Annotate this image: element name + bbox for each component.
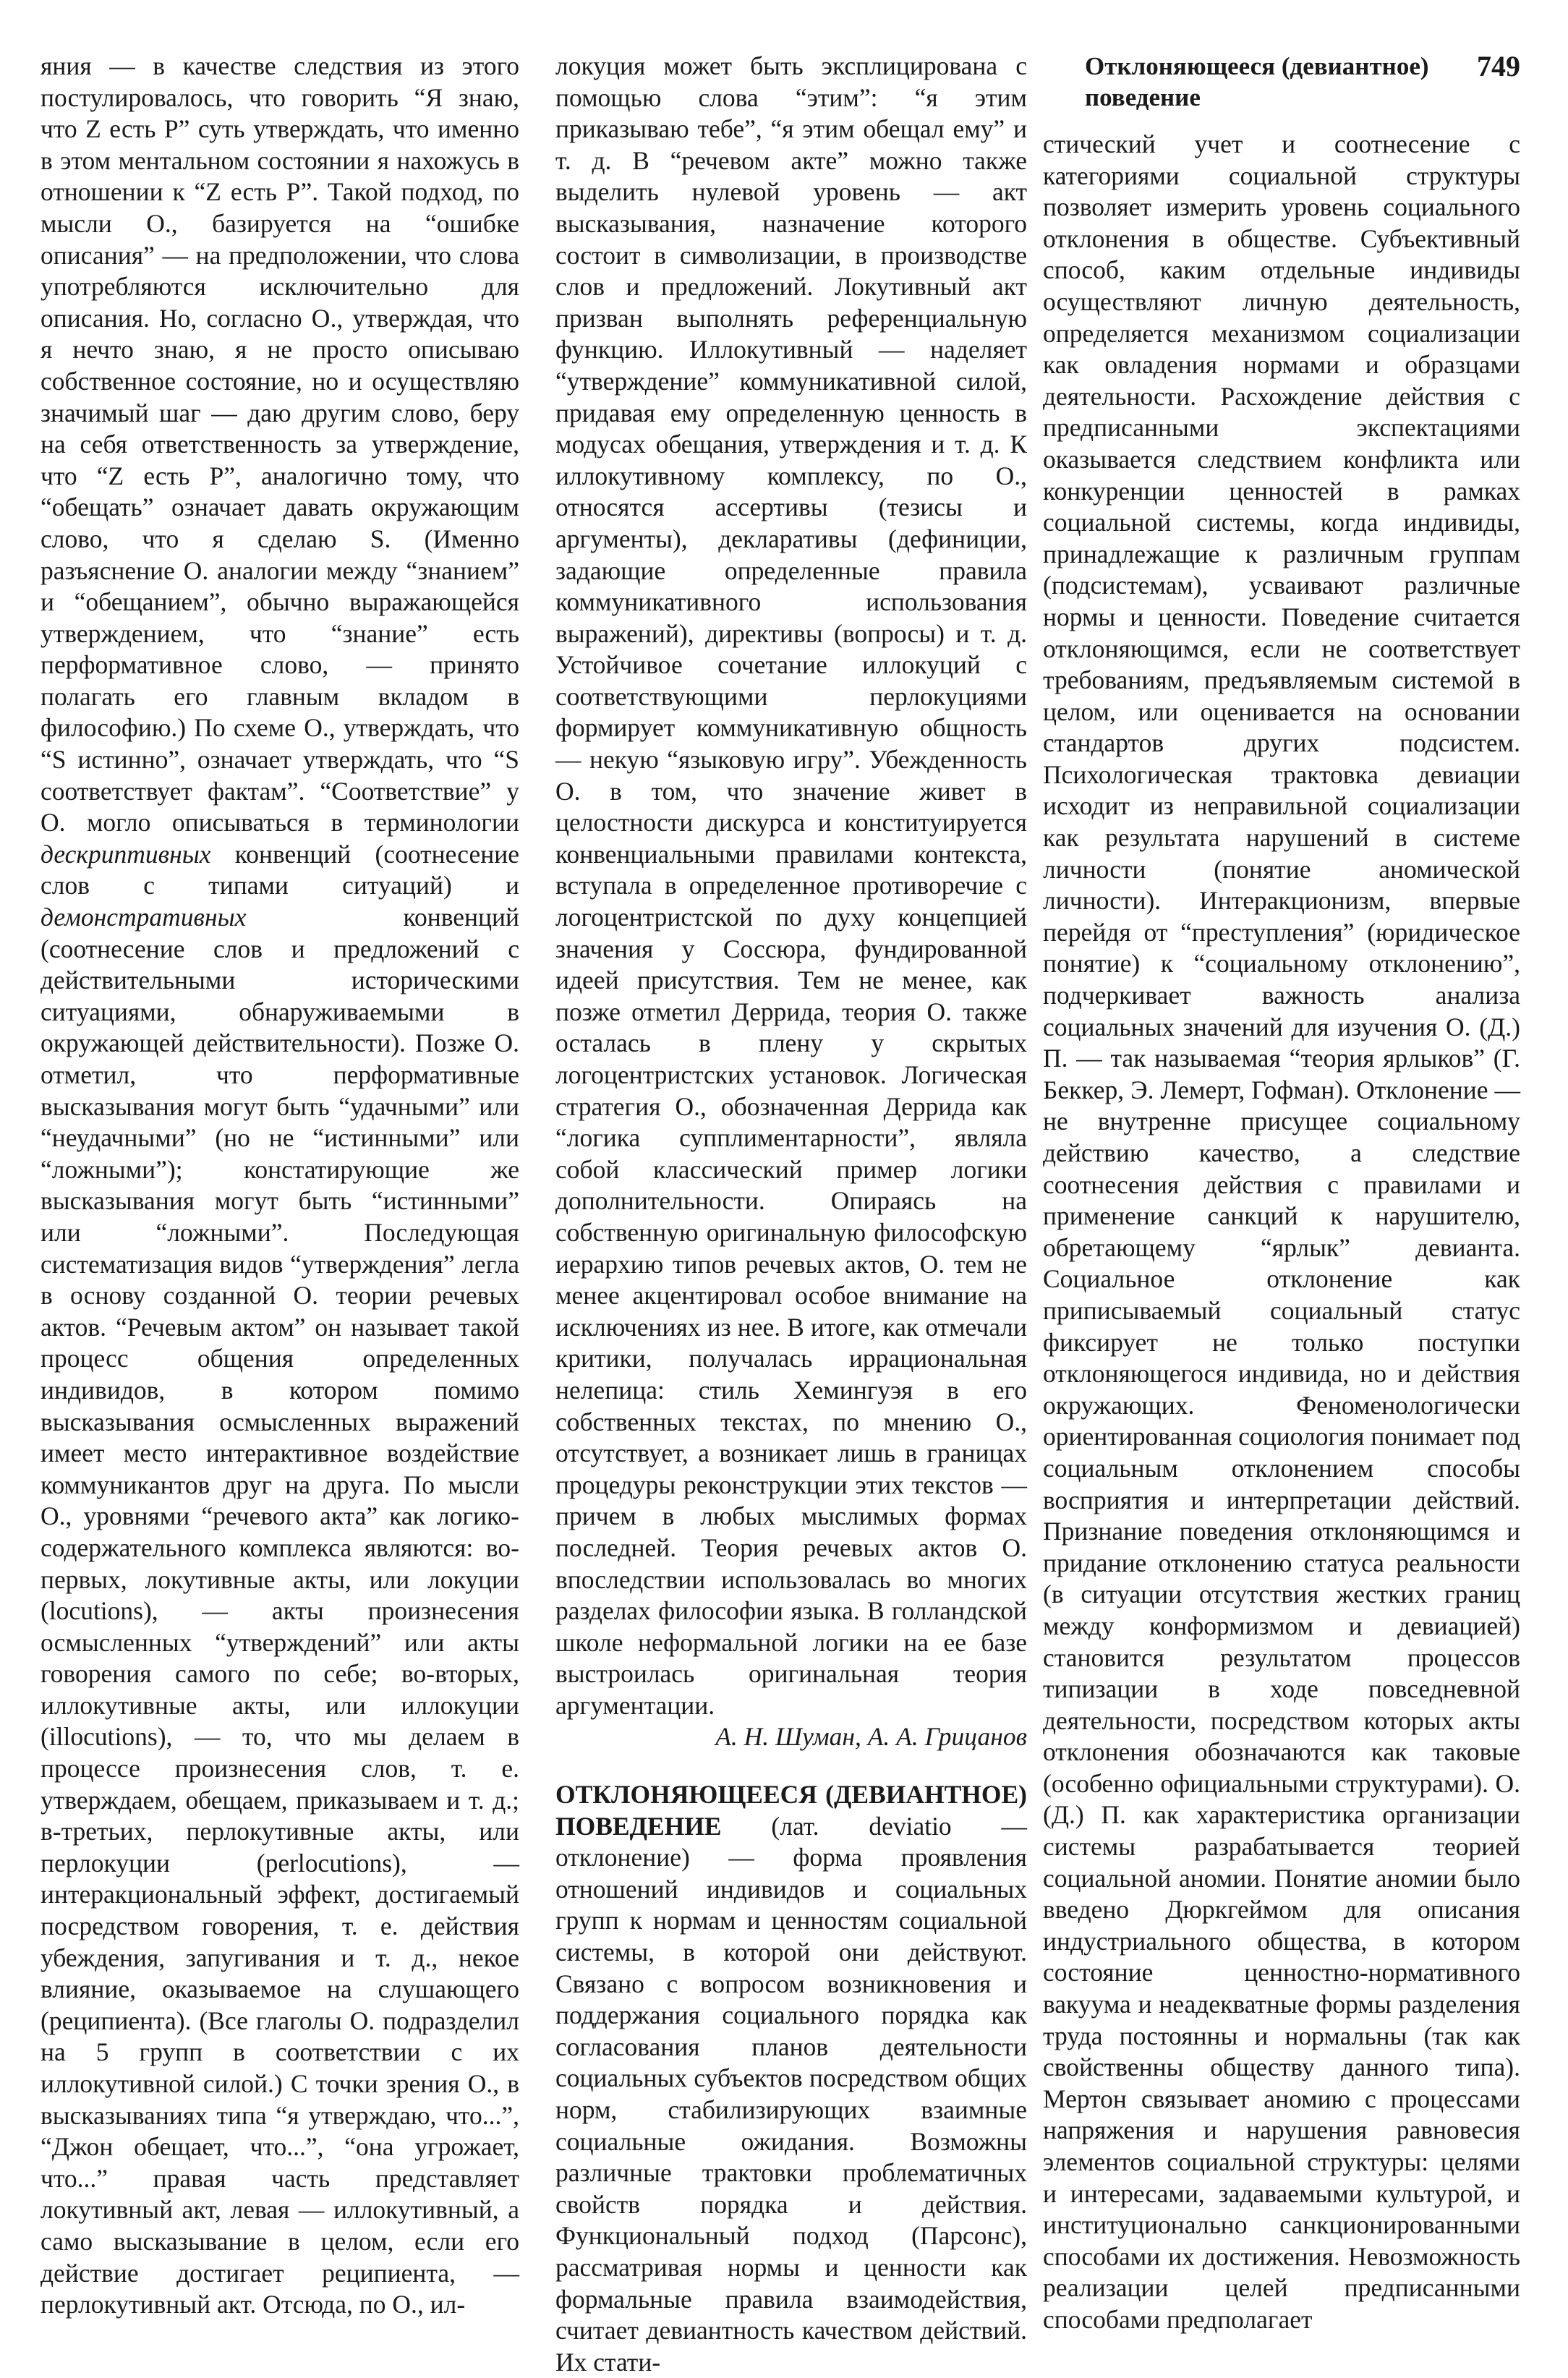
emphasis: дескриптивных <box>41 839 211 869</box>
text-run: конвенций (соотнесение слов и предложений с действительными историческими ситуациями, обнаруживаемыми в окружающей действительности). Позже О. отметил, что перформативные высказывания могут быть “удачными” или “неудачными” (но не “истинными” или “ложными”); констатирующие же высказывания могут быть “истинными” или “ложными”. Последующая систематизация видов “утверждения” легла в основу созданной О. теории речевых актов. “Речевым актом” он называет такой процесс общения определенных индивидов, в котором помимо высказывания осмысленных выражений имеет место интерактивное воздействие коммуникантов друг на друга. По мысли О., уровнями “речевого акта” как логико-содержательного комплекса являются: во-первых, локутивные акты, или локуции (locutions), — акты произнесения осмысленных “утверждений” или акты говорения самого по себе; во-вторых, иллокутивные акты, или иллокуции (illocutions), — то, что мы делаем в процессе произнесения слов, т. е. утверждаем, обещаем, приказываем и т. д.; в-третьих, перлокутивные акты, или перлокуции (perlocutions), — интеракциональный эффект, достигаемый посредством говорения, т. е. действия убеждения, запугивания и т. д., некое влияние, оказываемое на слушающего (реципиента). (Все глаголы О. подразделил на 5 групп в соответствии с их иллокутивной силой.) С точки зрения О., в высказываниях типа “я утверждаю, что...”, “Джон обещает, что...”, “она угрожает, что...” правая часть представляет локутивный акт, левая — иллокутивный, а само высказывание в целом, если его действие достигает реципиента, — перлокутивный акт. Отсюда, по О., ил- <box>41 903 519 2319</box>
paragraph <box>41 51 519 2321</box>
paragraph: локуция может быть эксплицирована с помощью слова “этим”: “я этим приказываю тебе”, “я этим обещал ему” и т. д. В “речевом акте” можно также выделить нулевой уровень — акт высказывания, назначение которого состоит в символизации, в производстве слов и предложений. Локутивный акт призван выполнять референциальную функцию. Иллокутивный — наделяет “утверждение” коммуникативной силой, придавая ему определенную ценность в модусах обещания, утверждения и т. д. К иллокутивному комплексу, по О., относятся ассертивы (тезисы и аргументы), декларативы (дефиниции, задающие определенные правила коммуникативного использования выражений), директивы (вопросы) и т. д. Устойчивое сочетание иллокуций с соответствующими перлокуциями формирует коммуникативную общность — некую “языковую игру”. Убежденность О. в том, что значение живет в целостности дискурса и конституируется конвенциальными правилами контекста, вступала в определенное противоречие с логоцентристской по духу концепцией значения у Соссюра, фундированной идеей присутствия. Тем не менее, как позже отметил Деррида, теория О. также осталась в плену у скрытых логоцентристских установок. Логическая стратегия О., обозначенная Деррида как “логика супплиментарности”, являла собой классический пример логики дополнительности. Опираясь на собственную оригинальную философскую иерархию типов речевых актов, О. тем не менее акцентировал особое внимание на исключениях из нее. В итоге, как отмечали критики, получалась иррациональная нелепица: стиль Хемингуэя в его собственных текстах, по мнению О., отсутствует, а возникает лишь в границах процедуры реконструкции этих текстов — причем в любых мыслимых формах последней. Теория речевых актов О. впоследствии использовалась во многих разделах философии языка. В голландской школе неформальной логики на ее базе выстроилась оригинальная теория аргументации. <box>555 51 1027 1720</box>
entry-text: (лат. deviatio — отклонение) — форма проявления отношений индивидов и социальных групп к нормам и ценностям социальной системы, в которой они действуют. Связано с вопросом возникновения и поддержания социального порядка как согласования планов деятельности социальных субъектов посредством общих норм, стабилизирующих взаимные социальные ожидания. Возможны различные трактовки проблематичных свойств порядка и действия. Функциональный подход (Парсонс), рассматривая нормы и ценности как формальные правила взаимодействия, считает девиантность качеством действий. Их стати- <box>555 1811 1028 2377</box>
dictionary-entry <box>555 1779 1027 2378</box>
text-column-left <box>41 51 519 2321</box>
running-header <box>1085 51 1520 113</box>
text-run: конвенций (соотнесение слов с типами ситуаций) и <box>41 839 519 900</box>
running-title: Отклоняющееся (девиантное) поведение <box>1085 52 1429 111</box>
paragraph: стический учет и соотнесение с категориями социальной структуры позволяет измерить уровень социального отклонения в обществе. Субъективный способ, каким отдельные индивиды осуществляют личную деятельность, определяется механизмом социализации как овладения нормами и образцами деятельности. Расхождение действия с предписанными экспектациями оказывается следствием конфликта или конкуренции ценностей в рамках социальной системы, когда индивиды, принадлежащие к различным группам (подсистемам), усваивают различные нормы и ценности. Поведение считается отклоняющимся, если не соответствует требованиям, предъявляемым системой в целом, или оценивается на основании стандартов других подсистем. Психологическая трактовка девиации исходит из неправильной социализации как результата нарушений в системе личности (понятие аномической личности). Интеракционизм, впервые перейдя от “преступления” (юридическое понятие) к “социальному отклонению”, подчеркивает важность анализа социальных значений для изучения О. (Д.) П. — так называемая “теория ярлыков” (Г. Беккер, Э. Лемерт, Гофман). Отклонение — не внутренне присущее социальному действию качество, а следствие соотнесения действия с правилами и применение санкций к нарушителю, обретающему “ярлык” девианта. Социальное отклонение как приписываемый социальный статус фиксирует не только поступки отклоняющегося индивида, но и действия окружающих. Феноменологически ориентированная социология понимает под социальным отклонением способы восприятия и интерпретации действий. Признание поведения отклоняющимся и придание отклонению статуса реальности (в ситуации отсутствия жестких границ между конформизмом и девиацией) становится результатом процессов типизации в ходе повседневной деятельности, посредством которых акты отклонения обозначаются как таковые (особенно официальными структурами). О. (Д.) П. как характеристика организации системы разрабатывается теорией социальной аномии. Понятие аномии было введено Дюркгеймом для описания индустриального общества, в котором состояние ценностно-нормативного вакуума и неадекватные формы разделения труда постоянны и нормальны (так как свойственны обществу данного типа). Мертон связывает аномию с процессами напряжения и нарушения равновесия элементов социальной структуры: целями и интересами, задаваемыми культурой, и институционально санкционированными способами их достижения. Невозможность реализации целей предписанными способами предполагает <box>1043 129 1520 2334</box>
author-signature: А. Н. Шуман, А. А. Грицанов <box>715 1722 1027 1752</box>
text-run: яния — в качестве следствия из этого постулировалось, что говорить “Я знаю, что Z есть P” суть утверждать, что именно в этом ментальном состоянии я нахожусь в отношении к “Z есть P”. Такой подход, по мысли О., базируется на “ошибке описания” — на предположении, что слова употребляются исключительно для описания. Но, согласно О., утверждая, что я нечто знаю, я не просто описываю собственное состояние, но и осуществляю значимый шаг — даю другим слово, беру на себя ответственность за утверждение, что “Z есть P”, аналогично тому, что “обещать” означает давать окружающим слово, что я сделаю S. (Именно разъяснение О. аналогии между “знанием” и “обещанием”, обычно выражающейся утверждением, что “знание” есть перформативное слово, — принято полагать его главным вкладом в философию.) По схеме О., утверждать, что “S истинно”, означает утверждать, что “S соответствует фактам”. “Соответствие” у О. могло описываться в терминологии <box>41 51 519 838</box>
page-number: 749 <box>1477 50 1520 82</box>
text-column-right <box>1043 129 1520 2336</box>
entry-headword: ОТКЛОНЯЮЩЕЕСЯ (ДЕВИАНТНОЕ) ПОВЕДЕНИЕ <box>555 1780 1027 1841</box>
emphasis: демонстративных <box>41 903 247 932</box>
text-column-middle <box>555 51 1027 2378</box>
